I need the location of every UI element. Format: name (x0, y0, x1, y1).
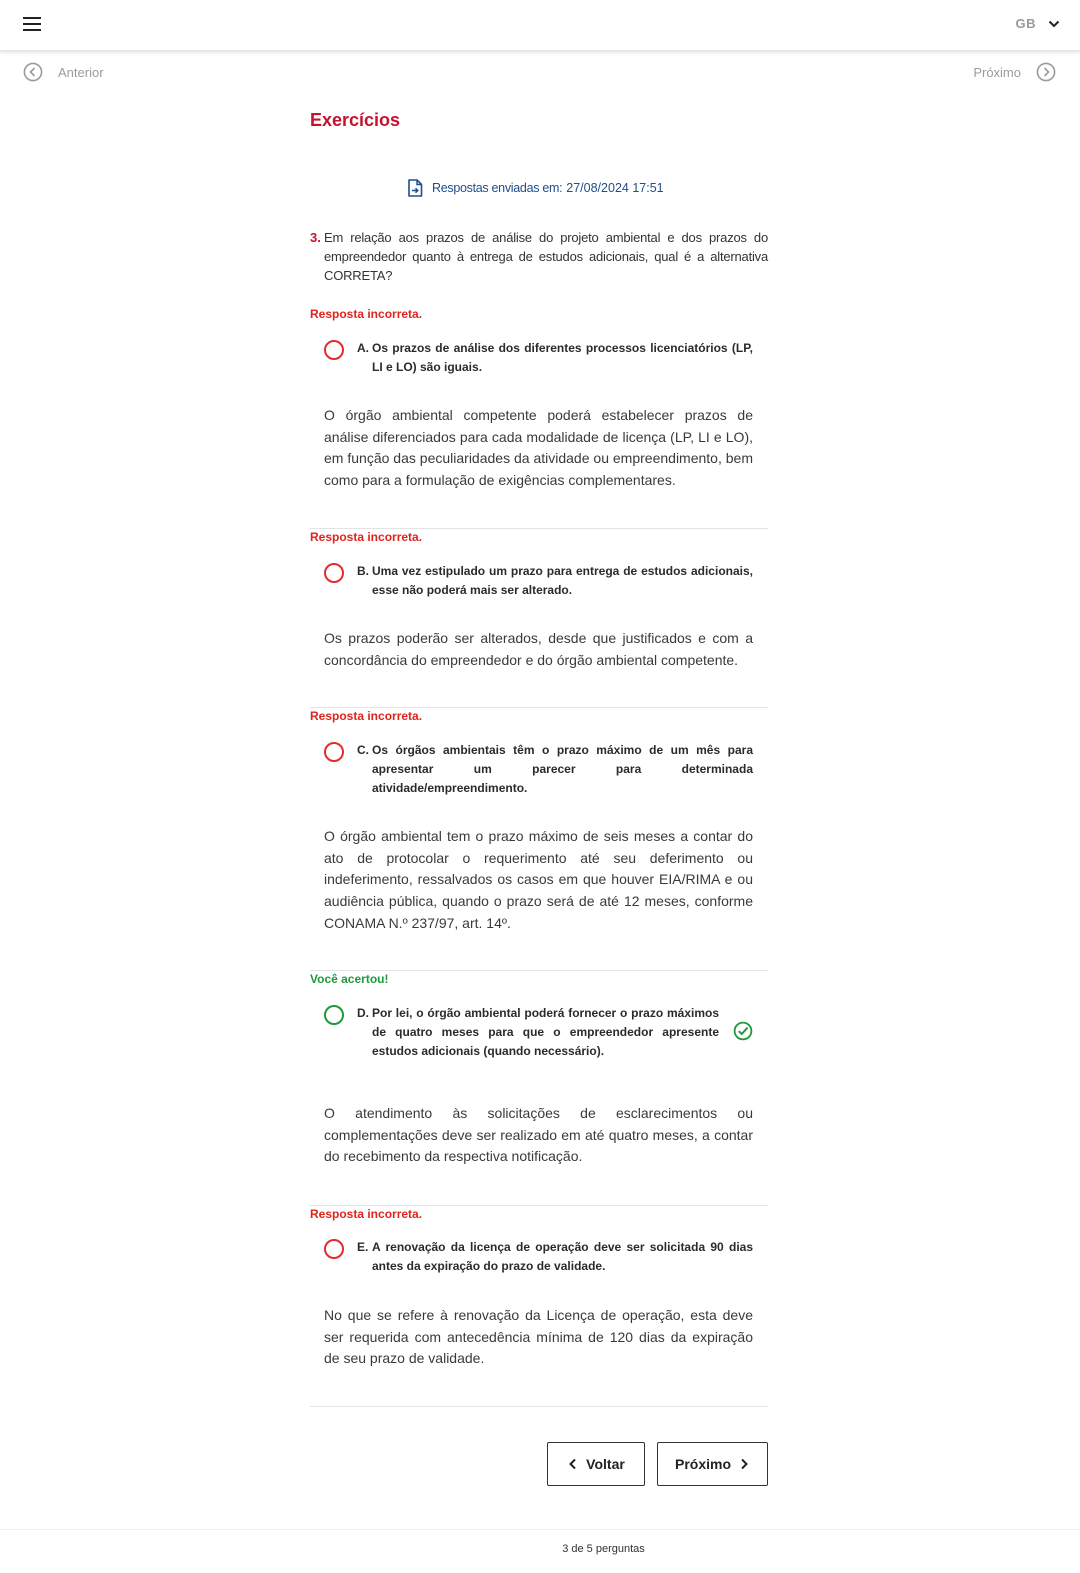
previous-label: Anterior (58, 64, 104, 80)
back-button[interactable] (547, 1442, 645, 1486)
chevron-right-circle-icon (1036, 62, 1056, 82)
divider (310, 707, 768, 708)
option-a-status: Resposta incorreta. (310, 307, 423, 321)
next-link[interactable] (973, 62, 1056, 82)
chevron-right-icon (738, 1458, 750, 1470)
option-d[interactable] (324, 1004, 753, 1061)
option-c[interactable] (324, 741, 753, 798)
option-d-status: Você acertou! (310, 972, 389, 986)
next-button[interactable] (657, 1442, 768, 1486)
option-letter: E. (357, 1240, 369, 1254)
sub-navigation (0, 51, 1080, 91)
top-bar (0, 0, 1080, 51)
option-text: Uma vez estipulado um prazo para entrega de estudos adicionais, esse não poderá mais ser alterado. (372, 564, 753, 597)
page-title: Exercícios (310, 110, 401, 130)
radio-button[interactable] (324, 563, 344, 583)
option-b-status: Resposta incorreta. (310, 530, 423, 544)
submission-info (407, 179, 664, 197)
option-letter: A. (357, 341, 369, 355)
footer (0, 1529, 1080, 1573)
chevron-left-icon (567, 1458, 579, 1470)
previous-link[interactable] (23, 62, 104, 82)
option-d-feedback: O atendimento às solicitações de esclarecimentos ou complementações deve ser realizado em até quatro meses, a contar do recebimento da respectiva notificação. (324, 1105, 753, 1165)
option-letter: C. (357, 743, 369, 757)
divider (310, 1406, 768, 1407)
option-e-feedback: No que se refere à renovação da Licença de operação, esta deve ser requerida com antecedência mínima de 120 dias da expiração de seu prazo de validade. (324, 1307, 753, 1367)
divider (310, 528, 768, 529)
option-text: Os prazos de análise dos diferentes processos licenciatórios (LP, LI e LO) são iguais. (372, 341, 753, 374)
language-label: GB (1015, 16, 1036, 31)
chevron-left-circle-icon (23, 62, 43, 82)
option-text: A renovação da licença de operação deve ser solicitada 90 dias antes da expiração do prazo de validade. (372, 1240, 753, 1273)
option-letter: D. (357, 1006, 369, 1020)
option-e-status: Resposta incorreta. (310, 1207, 423, 1221)
question-progress: 3 de 5 perguntas (562, 1543, 645, 1555)
option-a[interactable] (324, 339, 753, 377)
option-text: Os órgãos ambientais têm o prazo máximo de um mês para apresentar um parecer para determinada atividade/empreendimento. (372, 743, 753, 795)
back-button-label: Voltar (586, 1456, 625, 1472)
language-selector[interactable] (1016, 16, 1061, 31)
sent-label: Respostas enviadas em: (432, 181, 563, 195)
option-b-feedback: Os prazos poderão ser alterados, desde que justificados e com a concordância do empreendedor e do órgão ambiental competente. (324, 630, 753, 668)
next-label: Próximo (973, 64, 1021, 80)
radio-button[interactable] (324, 1005, 344, 1025)
divider (310, 970, 768, 971)
radio-button[interactable] (324, 742, 344, 762)
option-text: Por lei, o órgão ambiental poderá fornecer o prazo máximos de quatro meses para que o empreendedor apresente estudos adicionais (quando necessário). (372, 1006, 719, 1058)
hamburger-menu-icon[interactable] (23, 17, 41, 31)
sent-date: 27/08/2024 17:51 (566, 181, 664, 195)
option-b[interactable] (324, 562, 753, 600)
radio-button[interactable] (324, 1239, 344, 1259)
question (310, 228, 768, 285)
option-c-feedback: O órgão ambiental tem o prazo máximo de seis meses a contar do ato de protocolar o requerimento até seu deferimento ou indeferimento, ressalvados os casos em que houver EIA/RIMA e ou audiência pública, quando o prazo será de até 12 meses, conforme CONAMA N.º 237/97, art. 14º. (324, 828, 753, 931)
option-e[interactable] (324, 1238, 753, 1276)
radio-button[interactable] (324, 340, 344, 360)
option-letter: B. (357, 564, 369, 578)
next-button-label: Próximo (674, 1456, 731, 1472)
option-a-feedback: O órgão ambiental competente poderá estabelecer prazos de análise diferenciados para cada modalidade de licença (LP, LI e LO), em função das peculiaridades da atividade ou empreendimento, bem como para a formulação de exigências complementares. (324, 407, 753, 489)
document-arrow-icon (407, 179, 423, 197)
question-number: 3. (310, 230, 321, 245)
divider (310, 1205, 768, 1206)
option-c-status: Resposta incorreta. (310, 709, 423, 723)
chevron-down-icon (1048, 18, 1060, 30)
checkmark-circle-icon (733, 1021, 753, 1041)
question-text: Em relação aos prazos de análise do projeto ambiental e dos prazos do empreendedor quanto à entrega de estudos adicionais, qual é a alternativa CORRETA? (324, 230, 768, 283)
